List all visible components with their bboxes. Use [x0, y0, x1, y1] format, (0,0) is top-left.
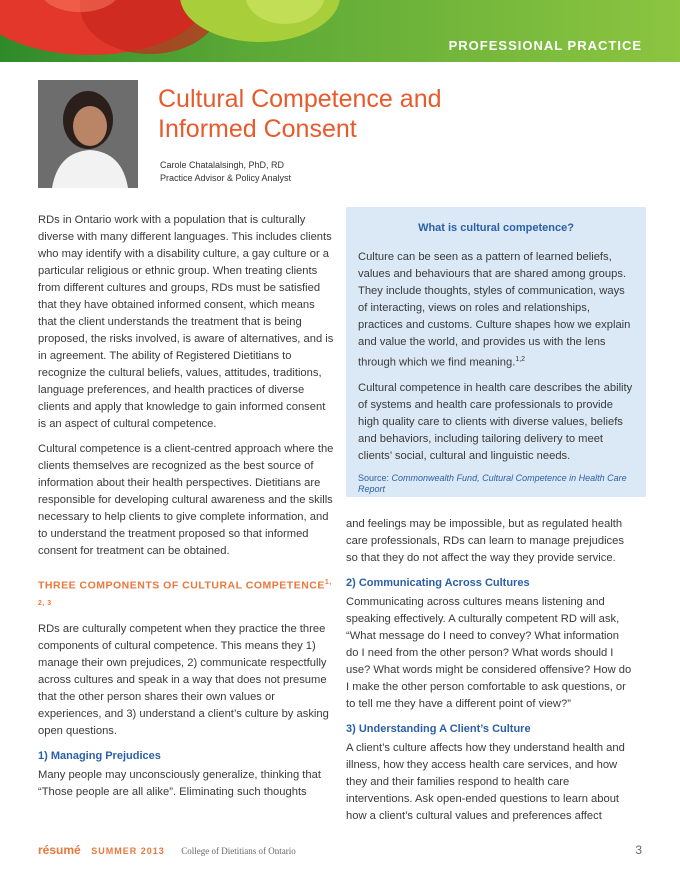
paragraph: Cultural competence is a client-centred approach where the clients themselves are recognized as the best source of information about their health perspectives. Dietitians are responsible for developing cultural awareness and the skills necessary to help clients to give complete information, and to understand the treatment proposed so that informed consent for treatment can be obtained.: [38, 443, 334, 557]
author-role: Practice Advisor & Policy Analyst: [160, 173, 292, 183]
footnote-ref: 1,2: [515, 356, 526, 363]
subheading-prejudices: 1) Managing Prejudices: [38, 750, 161, 762]
paragraph: A client’s culture affects how they understand health and illness, how they access health care services, and how they and their families respond to health care interventions. Ask open-ended questions to learn about how a client’s cultural values and preferences affect: [346, 742, 625, 822]
footnote-ref: 1, 2, 3: [38, 579, 332, 607]
source-text: Commonwealth Fund, Cultural Competence in Health Care Report: [358, 472, 627, 494]
author-byline: [160, 159, 291, 185]
paragraph: Many people may unconsciously generalize, thinking that “Those people are all alike”. Eliminating such thoughts: [38, 769, 321, 798]
publisher-name: College of Dietitians of Ontario: [181, 846, 296, 856]
source-prefix: Source:: [358, 472, 392, 483]
title-line-1: Cultural Competence and: [158, 85, 442, 113]
sidebar-box: [346, 207, 646, 497]
author-photo: [38, 80, 138, 188]
title-line-2: Informed Consent: [158, 115, 357, 143]
sidebar-paragraph: Cultural competence in health care describes the ability of systems and health care professionals to provide high quality care to clients with diverse values, beliefs and behaviors, including tailoring delivery to meet clients’ social, cultural and linguistic needs.: [358, 381, 633, 462]
page-number: 3: [635, 843, 642, 857]
section-heading-components: [38, 574, 334, 615]
heading-text: THREE COMPONENTS OF CULTURAL COMPETENCE: [38, 579, 325, 592]
subheading-communicating: 2) Communicating Across Cultures: [346, 577, 530, 589]
left-column: [38, 212, 334, 809]
right-column: [346, 516, 632, 833]
paragraph: and feelings may be impossible, but as regulated health care professionals, RDs can learn to manage prejudices so that they do not affect the way they provide service.: [346, 518, 624, 564]
paragraph: Communicating across cultures means listening and speaking effectively. A culturally competent RD will ask, “What message do I need to convey? What information do I need from the other person? What words should I use? What words might be considered offensive? How do I make the other person comfortable to ask questions, or to tell me they have a different point of view?”: [346, 596, 632, 710]
magazine-logo: résumé: [38, 843, 81, 857]
sidebar-title: What is cultural competence?: [418, 222, 574, 234]
paragraph: RDs in Ontario work with a population that is culturally diverse with many different languages. This includes clients who may identify with a disability culture, a gay culture or a particular religious or ethnic group. When treating clients from different cultures and groups, RDs must be satisfied that they have obtained informed consent, which means that the client understands the treatment that is being proposed, the risks involved, is aware of alternatives, and is in agreement. The ability of Registered Dietitians to recognize the cultural beliefs, values, attitudes, traditions, language preferences, and health practices of diverse clients and apply that knowledge to gain informed consent is an aspect of cultural competence.: [38, 214, 334, 430]
sidebar-paragraph: [358, 249, 634, 372]
sidebar-source: [358, 473, 634, 495]
paragraph: RDs are culturally competent when they practice the three components of cultural competence. This means they 1) manage their own prejudices, 2) communicate respectfully across cultures and speak in a way that does not presume that the other person shares their own values or experiences, and 3) understand a client’s culture by asking open questions.: [38, 623, 329, 737]
section-label: PROFESSIONAL PRACTICE: [448, 38, 642, 53]
article-title: [158, 84, 488, 144]
header-banner: [0, 0, 680, 62]
sidebar-text: Culture can be seen as a pattern of learned beliefs, values and behaviours that are shared among groups. They include thoughts, styles of communication, ways of interacting, views on roles and relationships, practices and customs. Culture shapes how we explain and value the world, and provides us with the lens through which we find meaning.: [358, 251, 631, 369]
subheading-understanding: 3) Understanding A Client’s Culture: [346, 723, 531, 735]
author-name: Carole Chatalalsingh, PhD, RD: [160, 160, 285, 170]
page-footer: [38, 843, 642, 857]
issue-label: SUMMER 2013: [91, 846, 165, 856]
